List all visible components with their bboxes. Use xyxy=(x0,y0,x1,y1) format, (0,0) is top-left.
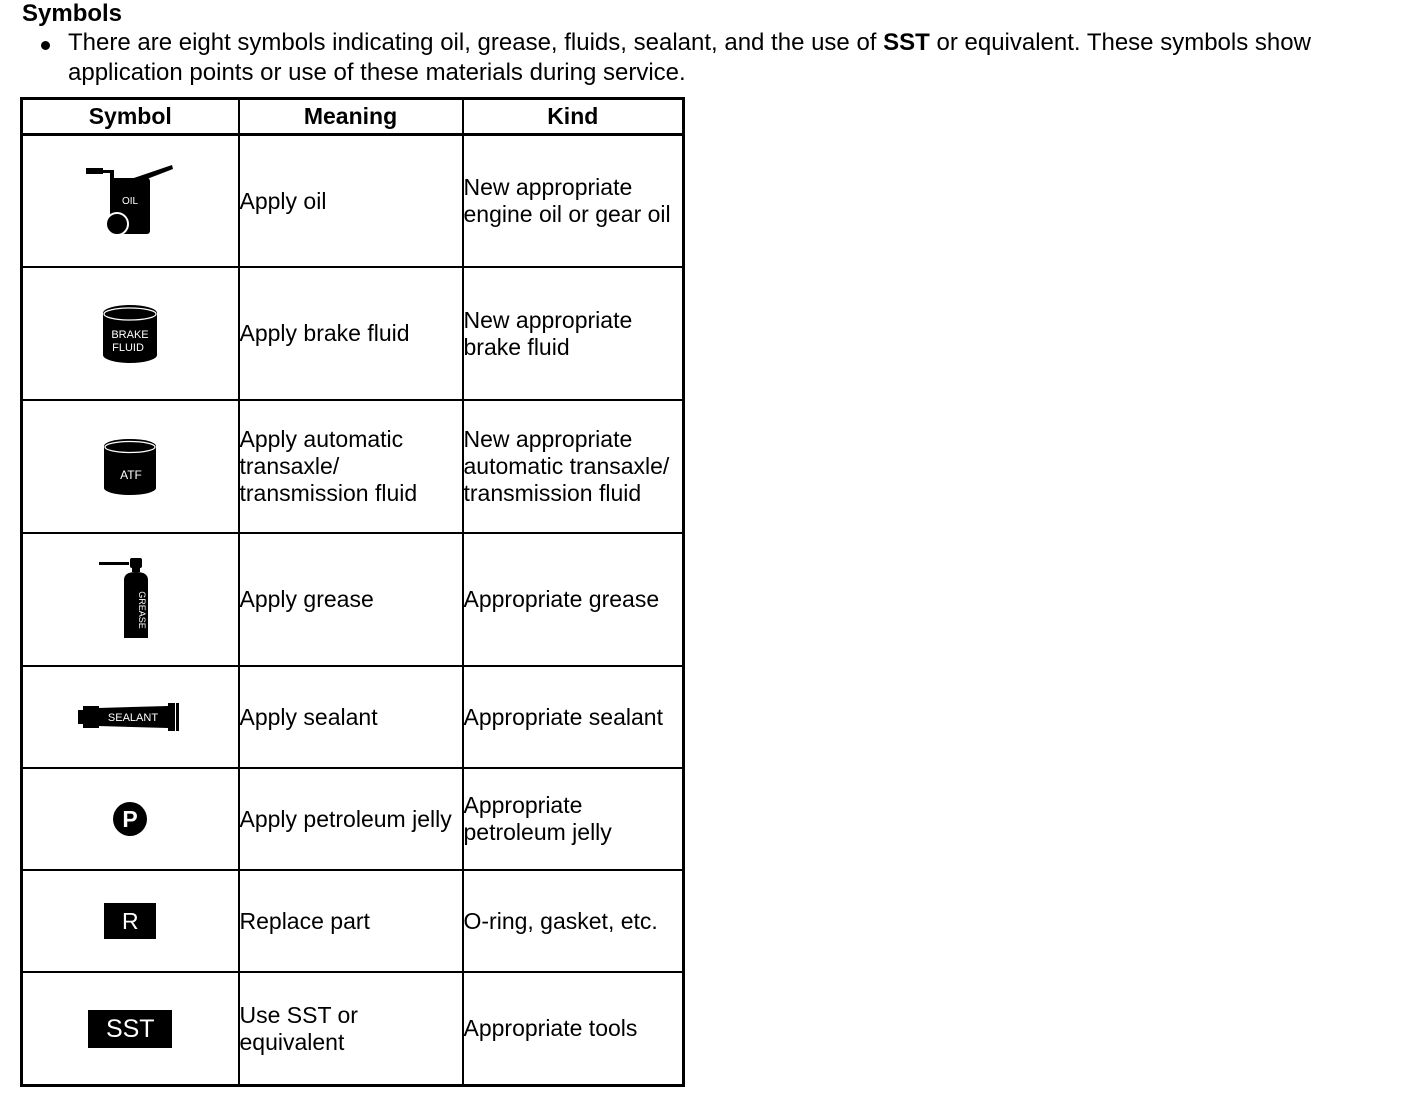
table-row xyxy=(22,135,684,268)
table-row xyxy=(22,533,684,666)
symbol-cell xyxy=(22,135,239,268)
intro-text xyxy=(68,28,1400,88)
table-row xyxy=(22,400,684,533)
brake-icon-label-line2: FLUID xyxy=(112,341,145,354)
header-meaning: Meaning xyxy=(239,99,463,135)
symbol-cell xyxy=(22,972,239,1086)
table-row xyxy=(22,267,684,400)
kind-cell: Appropriate tools xyxy=(463,972,684,1086)
grease-icon-label: GREASE xyxy=(137,590,148,629)
meaning-cell: Apply oil xyxy=(239,135,463,268)
meaning-cell: Apply automatic transaxle/ transmission fluid xyxy=(239,400,463,533)
symbol-cell xyxy=(22,768,239,870)
symbol-cell xyxy=(22,400,239,533)
meaning-cell: Apply grease xyxy=(239,533,463,666)
kind-cell: Appropriate petroleum jelly xyxy=(463,768,684,870)
symbol-cell xyxy=(22,666,239,768)
meaning-cell: Replace part xyxy=(239,870,463,972)
meaning-cell: Apply petroleum jelly xyxy=(239,768,463,870)
table-row xyxy=(22,972,684,1086)
table-header-row xyxy=(22,99,684,135)
intro-text-end: or equivalent. These symbols show application points or use of these materials during service. xyxy=(68,29,1311,86)
petroleum-jelly-circle-icon xyxy=(112,801,148,837)
grease-spray-can-icon xyxy=(98,558,162,642)
intro-text-start: There are eight symbols indicating oil, grease, fluids, sealant, and the use of xyxy=(68,29,884,56)
kind-cell: New appropriate engine oil or gear oil xyxy=(463,135,684,268)
sealant-icon-label: SEALANT xyxy=(108,712,159,724)
intro-text-sst: SST xyxy=(883,29,930,56)
sealant-tube-icon xyxy=(78,700,182,734)
sst-badge-icon: SST xyxy=(88,1010,172,1048)
table-row xyxy=(22,666,684,768)
atf-can-icon xyxy=(101,437,159,497)
kind-cell: O-ring, gasket, etc. xyxy=(463,870,684,972)
header-kind: Kind xyxy=(463,99,684,135)
table-row xyxy=(22,768,684,870)
kind-cell: New appropriate automatic transaxle/ transmission fluid xyxy=(463,400,684,533)
oil-icon-label: OIL xyxy=(122,196,139,207)
bullet-icon xyxy=(41,41,50,50)
meaning-cell: Use SST or equivalent xyxy=(239,972,463,1086)
symbols-table xyxy=(20,97,685,1087)
intro-bullet xyxy=(40,28,1400,88)
replace-part-badge-icon: R xyxy=(104,903,156,939)
petroleum-icon-label: P xyxy=(122,806,138,832)
kind-cell: New appropriate brake fluid xyxy=(463,267,684,400)
brake-fluid-can-icon xyxy=(100,303,160,365)
atf-icon-label: ATF xyxy=(120,467,143,482)
oil-can-icon xyxy=(82,164,178,238)
section-title: Symbols xyxy=(22,0,123,27)
kind-cell: Appropriate grease xyxy=(463,533,684,666)
symbol-cell xyxy=(22,533,239,666)
brake-icon-label-line1: BRAKE xyxy=(111,328,149,341)
table-row xyxy=(22,870,684,972)
meaning-cell: Apply brake fluid xyxy=(239,267,463,400)
kind-cell: Appropriate sealant xyxy=(463,666,684,768)
symbol-cell xyxy=(22,267,239,400)
header-symbol: Symbol xyxy=(22,99,239,135)
symbol-cell xyxy=(22,870,239,972)
meaning-cell: Apply sealant xyxy=(239,666,463,768)
